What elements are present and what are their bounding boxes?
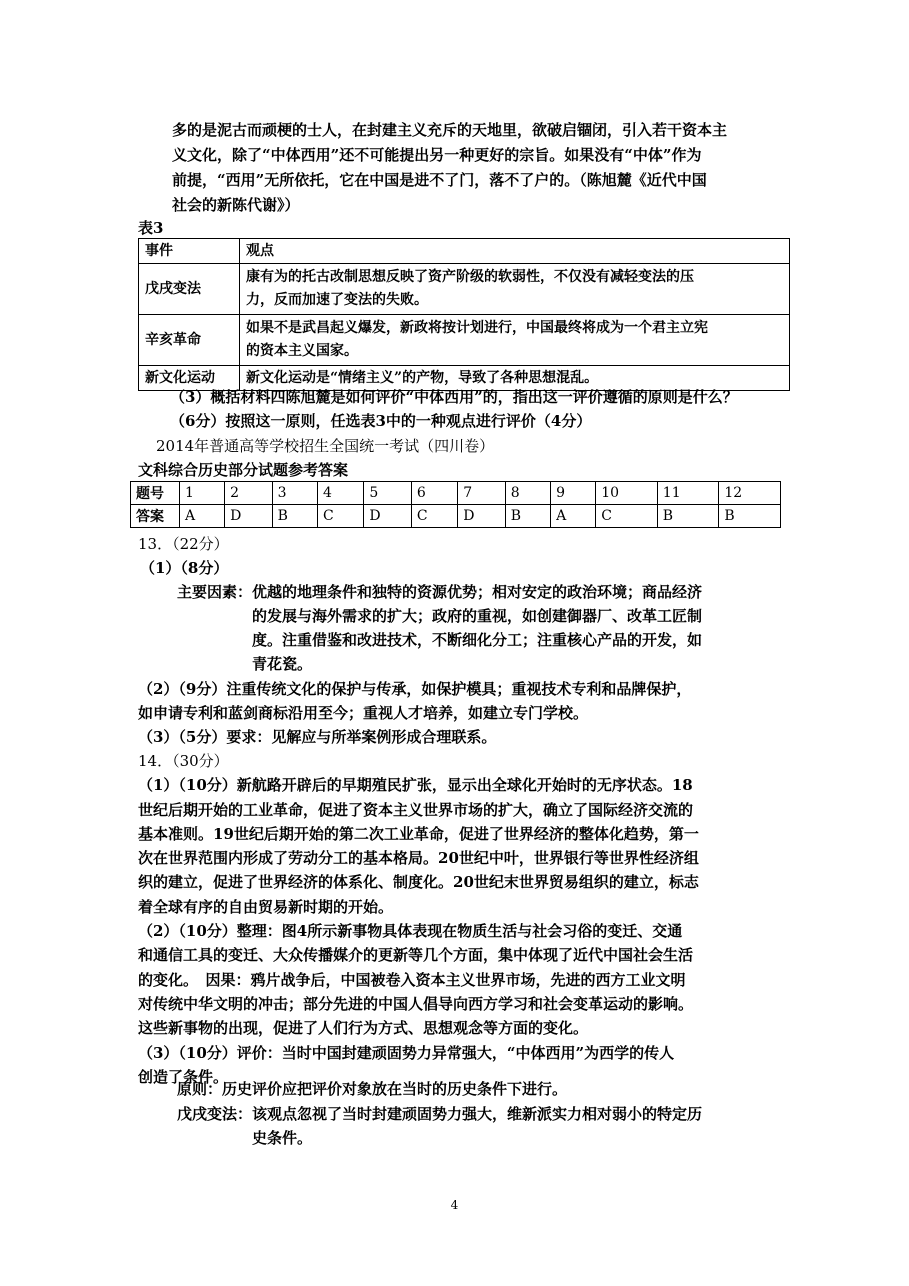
q14-title: 14．（30分） — [138, 752, 229, 770]
text-line: （2）（10分）整理：图4所示新事物具体表现在物质生活与社会习俗的变迁、交通 — [138, 922, 683, 941]
text-line: 和通信工具的变迁、大众传播媒介的更新等几个方面，集中体现了近代中国社会生活 — [138, 946, 694, 965]
answer-cell: B — [657, 505, 719, 528]
text-line: 这些新事物的出现，促进了人们行为方式、思想观念等方面的变化。 — [138, 1019, 589, 1038]
question-number-cell: 7 — [458, 482, 505, 505]
cell-line: 新文化运动是“情绪主义”的产物，导致了各种思想混乱。 — [246, 369, 599, 386]
answer-cell: C — [411, 505, 457, 528]
text-line: 次在世界范围内形成了劳动分工的基本格局。20世纪中叶，世界银行等世界性经济组 — [138, 849, 699, 868]
row-label: 答案 — [131, 505, 180, 528]
text-line: 多的是泥古而顽梗的士人，在封建主义充斥的天地里，欲破启锢闭，引入若干资本主 — [172, 121, 728, 139]
principle-line — [177, 1077, 567, 1101]
question-number-cell: 11 — [657, 482, 719, 505]
answer-cell: C — [318, 505, 364, 528]
view-cell — [240, 264, 790, 315]
text-line: （2）（9分）注重传统文化的保护与传承，如保护模具；重视技术专利和品牌保护， — [138, 680, 692, 698]
question-line: （6分）按照这一原则，任选表3中的一种观点进行评价（4分） — [170, 412, 592, 430]
event-cell: 辛亥革命 — [139, 315, 240, 366]
answer-cell: B — [719, 505, 781, 528]
text-line: 对传统中华文明的冲击；部分先进的中国人倡导向西方学习和社会变革运动的影响。 — [138, 994, 694, 1013]
question-number-cell: 2 — [225, 482, 272, 505]
header-cell: 事件 — [139, 239, 240, 264]
text-line: 前提，“西用”无所依托，它在中国是进不了门，落不了户的。（陈旭麓《近代中国 — [172, 171, 707, 189]
text-line: 的发展与海外需求的扩大；政府的重视，如创建御器厂、改革工匠制 — [252, 607, 703, 625]
answer-cell: C — [596, 505, 658, 528]
question-block — [170, 385, 738, 433]
table3 — [138, 238, 790, 391]
q13-part2-3 — [138, 677, 691, 749]
text-line: （1）（10分）新航路开辟后的早期殖民扩张，显示出全球化开始时的无序状态。18 — [138, 776, 693, 795]
answer-title: 文科综合历史部分试题参考答案 — [138, 461, 349, 479]
answer-key-row — [131, 505, 781, 528]
page-number: 4 — [450, 1198, 459, 1212]
q14-block — [138, 749, 699, 1089]
text-line: 该观点忽视了当时封建顽固势力强大，维新派实力相对弱小的特定历 — [252, 1105, 703, 1123]
cell-line: 康有为的托古改制思想反映了资产阶级的软弱性，不仅没有减轻变法的压 — [246, 269, 694, 285]
table-header-row — [139, 239, 790, 264]
answer-cell: B — [505, 505, 550, 528]
text-line: 基本准则。19世纪后期开始的第二次工业革命，促进了世界经济的整体化趋势，第一 — [138, 824, 699, 843]
answer-table — [130, 481, 781, 528]
text-line: 史条件。 — [252, 1129, 313, 1147]
text-line: 如申请专利和蓝剑商标沿用至今；重视人才培养，如建立专门学校。 — [138, 704, 589, 722]
text-line: 着全球有序的自由贸易新时期的开始。 — [138, 897, 394, 916]
question-number-cell: 8 — [505, 482, 550, 505]
question-number-cell: 4 — [318, 482, 364, 505]
factor-lines — [252, 580, 702, 676]
answer-cell: A — [551, 505, 596, 528]
question-number-cell: 9 — [551, 482, 596, 505]
text-line: 优越的地理条件和独特的资源优势；相对安定的政治环境；商品经济 — [252, 583, 703, 601]
answer-cell: D — [458, 505, 505, 528]
text-line: 青花瓷。 — [252, 655, 313, 673]
view-cell — [240, 315, 790, 366]
wuxu-lines — [252, 1102, 702, 1150]
text-line: 义文化，除了“中体西用”还不可能提出另一种更好的宗旨。如果没有“中体”作为 — [172, 146, 702, 164]
answer-number-row — [131, 482, 781, 505]
cell-line: 力，反而加速了变法的失败。 — [246, 292, 428, 308]
intro-paragraph — [172, 118, 727, 218]
answer-cell: D — [225, 505, 272, 528]
q13-part1 — [177, 580, 702, 676]
question-number-cell: 5 — [364, 482, 411, 505]
exam-title: 2014年普通高等学校招生全国统一考试（四川卷） — [156, 437, 495, 455]
text-line: 度。注重借鉴和改进技术，不断细化分工；注重核心产品的开发，如 — [252, 631, 703, 649]
text-line: 织的建立，促进了世界经济的体系化、制度化。20世纪末世界贸易组织的建立，标志 — [138, 873, 699, 892]
text-line: 的变化。 因果：鸦片战争后，中国被卷入资本主义世界市场，先进的西方工业文明 — [138, 970, 686, 989]
event-cell: 戊戌变法 — [139, 264, 240, 315]
q13-title: 13．（22分） — [138, 535, 229, 553]
question-number-cell: 12 — [719, 482, 781, 505]
question-number-cell: 6 — [411, 482, 457, 505]
answer-cell: B — [272, 505, 317, 528]
question-number-cell: 1 — [180, 482, 225, 505]
text-line: 社会的新陈代谢》） — [172, 196, 300, 214]
factor-label: 主要因素： — [177, 583, 253, 601]
question-line: （3）概括材料四陈旭麓是如何评价“中体西用”的，指出这一评价遵循的原则是什么？ — [170, 388, 738, 406]
text-line: 创造了条件。 — [138, 1067, 229, 1086]
text-line: 原则：历史评价应把评价对象放在当时的历史条件下进行。 — [177, 1080, 568, 1098]
q13-block — [138, 532, 229, 580]
cell-line: 的资本主义国家。 — [246, 343, 358, 359]
text-line: （3）（10分）评价：当时中国封建顽固势力异常强大，“中体西用”为西学的传人 — [138, 1043, 675, 1062]
question-number-cell: 3 — [272, 482, 317, 505]
wuxu-evaluation — [177, 1102, 702, 1150]
text-line: 世纪后期开始的工业革命，促进了资本主义世界市场的扩大，确立了国际经济交流的 — [138, 800, 694, 819]
wuxu-label: 戊戌变法： — [177, 1105, 253, 1123]
table-row — [139, 315, 790, 366]
q13-part1-head: （1）（8分） — [140, 559, 229, 577]
cell-line: 如果不是武昌起义爆发，新政将按计划进行，中国最终将成为一个君主立宪 — [246, 320, 708, 336]
answer-cell: D — [364, 505, 411, 528]
table3-caption: 表3 — [138, 219, 164, 237]
header-cell: 观点 — [240, 239, 790, 264]
row-label: 题号 — [131, 482, 180, 505]
answer-cell: A — [180, 505, 225, 528]
text-line: （3）（5分）要求：见解应与所举案例形成合理联系。 — [138, 728, 497, 746]
question-number-cell: 10 — [596, 482, 658, 505]
factor-row — [177, 580, 702, 676]
table-row — [139, 264, 790, 315]
wuxu-row — [177, 1102, 702, 1150]
event-cell: 新文化运动 — [139, 366, 240, 391]
